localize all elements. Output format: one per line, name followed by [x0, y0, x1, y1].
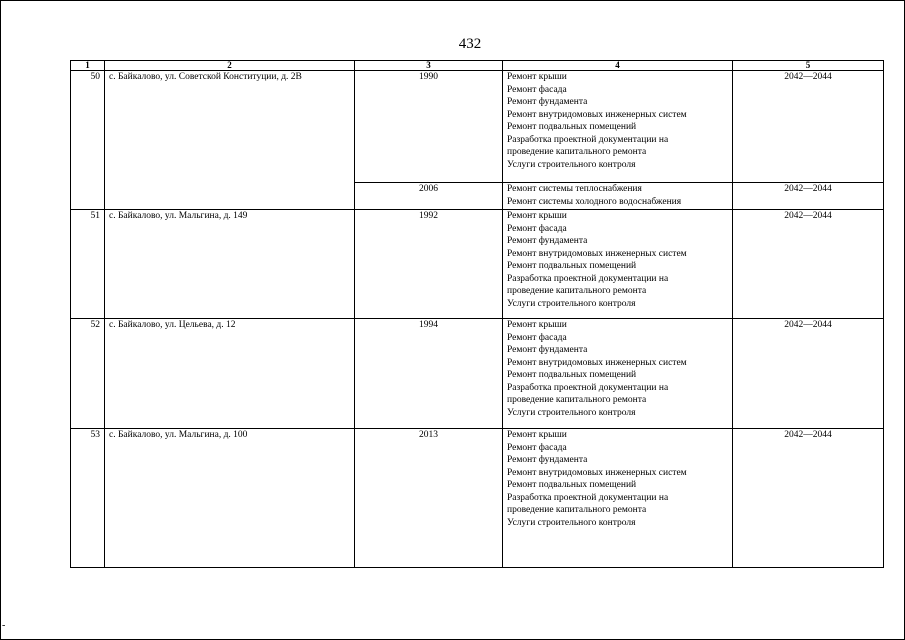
table-row [71, 210, 884, 319]
work-item: Ремонт фасада [507, 84, 567, 95]
period-cell: 2042—2044 [733, 210, 884, 319]
table-row [71, 319, 884, 429]
column-header: 5 [733, 61, 884, 71]
row-number: 50 [71, 71, 105, 210]
work-item: Услуги строительного контроля [507, 159, 636, 170]
work-item: Разработка проектной документации на [507, 492, 669, 503]
work-item: Ремонт подвальных помещений [507, 480, 637, 490]
work-item: Ремонт внутридомовых инженерных систем [507, 467, 687, 478]
work-item: Услуги строительного контроля [507, 298, 636, 309]
year-cell: 1990 [355, 71, 503, 183]
work-item: проведение капитального ремонта [507, 147, 647, 157]
work-item: Ремонт крыши [507, 72, 567, 82]
work-item: Ремонт фундамента [507, 97, 588, 107]
work-item: Ремонт подвальных помещений [507, 261, 637, 271]
work-item: Разработка проектной документации на [507, 273, 669, 284]
period-cell: 2042—2044 [733, 429, 884, 568]
work-item: проведение капитального ремонта [507, 286, 647, 296]
table-body [71, 71, 884, 568]
period-cell: 2042—2044 [733, 319, 884, 429]
work-item: Ремонт внутридомовых инженерных систем [507, 357, 687, 368]
work-item: Услуги строительного контроля [507, 517, 636, 528]
year-cell: 1992 [355, 210, 503, 319]
work-item: Ремонт фасада [507, 332, 567, 343]
work-item: Ремонт фундамента [507, 455, 588, 465]
page-number: 432 [458, 36, 482, 52]
work-item: Ремонт фундамента [507, 345, 588, 355]
year-cell: 1994 [355, 319, 503, 429]
work-item: Разработка проектной документации на [507, 382, 669, 393]
table-row [71, 429, 884, 568]
year-cell: 2013 [355, 429, 503, 568]
row-number: 51 [71, 210, 105, 319]
address-cell: с. Байкалово, ул. Цельева, д. 12 [105, 319, 355, 429]
row-number: 52 [71, 319, 105, 429]
row-number: 53 [71, 429, 105, 568]
work-item: Ремонт фасада [507, 223, 567, 234]
registry-table [70, 60, 884, 568]
year-cell: 2006 [355, 183, 503, 210]
work-item: Ремонт крыши [507, 320, 567, 330]
column-header: 4 [503, 61, 733, 71]
work-item: Ремонт внутридомовых инженерных систем [507, 109, 687, 120]
work-item: Ремонт системы холодного водоснабжения [507, 196, 682, 207]
work-item: Услуги строительного контроля [507, 407, 636, 418]
address-cell: с. Байкалово, ул. Мальгина, д. 149 [105, 210, 355, 319]
work-item: проведение капитального ремонта [507, 505, 647, 515]
work-item: Ремонт крыши [507, 430, 567, 440]
work-item: Ремонт внутридомовых инженерных систем [507, 248, 687, 259]
table-row [71, 71, 884, 183]
header-row [71, 61, 884, 71]
address-cell: с. Байкалово, ул. Мальгина, д. 100 [105, 429, 355, 568]
work-item: Разработка проектной документации на [507, 134, 669, 145]
column-header: 2 [105, 61, 355, 71]
works-cell [503, 429, 733, 568]
column-header: 1 [71, 61, 105, 71]
work-item: проведение капитального ремонта [507, 395, 647, 405]
work-item: Ремонт подвальных помещений [507, 122, 637, 132]
work-item: Ремонт подвальных помещений [507, 370, 637, 380]
work-item: Ремонт фундамента [507, 236, 588, 246]
work-item: Ремонт системы теплоснабжения [507, 184, 642, 194]
work-item: Ремонт фасада [507, 442, 567, 453]
column-header: 3 [355, 61, 503, 71]
scan-mark: - [2, 620, 6, 631]
work-item: Ремонт крыши [507, 211, 567, 221]
period-cell: 2042—2044 [733, 183, 884, 210]
works-cell [503, 183, 733, 210]
period-cell: 2042—2044 [733, 71, 884, 183]
works-cell [503, 319, 733, 429]
address-cell: с. Байкалово, ул. Советской Конституции, д. 2В [105, 71, 355, 210]
works-cell [503, 210, 733, 319]
works-cell [503, 71, 733, 183]
